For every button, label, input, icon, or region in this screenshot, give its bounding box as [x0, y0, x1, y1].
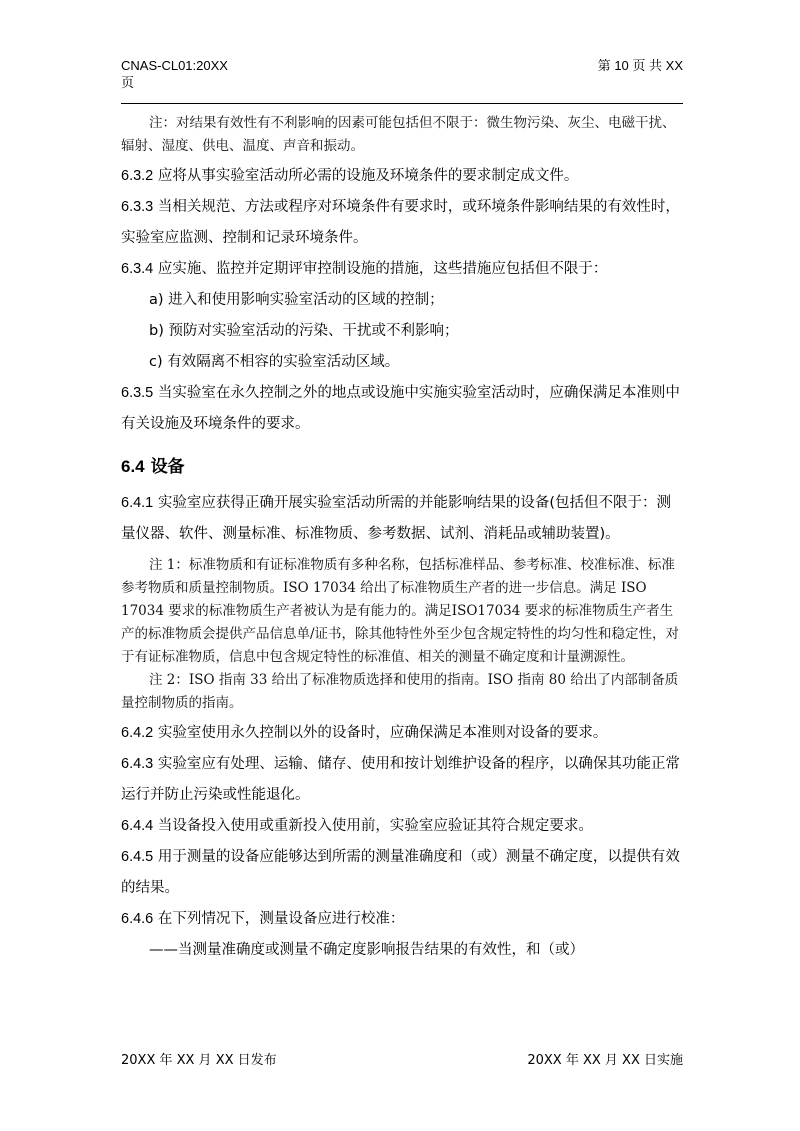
clause-text: 实验室使用永久控制以外的设备时，应确保满足本准则对设备的要求。: [157, 725, 608, 741]
note-environment: 注：对结果有效性有不利影响的因素可能包括但不限于：微生物污染、灰尘、电磁干扰、辐射、湿度、供电、温度、声音和振动。: [121, 115, 676, 154]
clause-6-3-2: [121, 161, 683, 192]
document-body: [121, 112, 683, 966]
page-mid: 页 共: [632, 58, 663, 73]
clause-6-4-1: [121, 488, 683, 550]
clause-number: 6.4.5: [121, 849, 154, 865]
issue-date: 20XX 年 XX 月 XX 日发布: [121, 1053, 277, 1068]
clause-number: 6.4.1: [121, 495, 154, 511]
page-number: [598, 57, 683, 74]
list-item-a: a) 进入和使用影响实验室活动的区域的控制；: [149, 292, 444, 308]
clause-text: 当实验室在永久控制之外的地点或设施中实施实验室活动时，应确保满足本准则中有关设施及环境条件的要求。: [121, 385, 680, 432]
clause-text: 应实施、监控并定期评审控制设施的措施，这些措施应包括但不限于：: [157, 261, 608, 277]
page-prefix: 第: [597, 58, 611, 73]
clause-6-4-5: [121, 842, 683, 904]
doc-code: CNAS-CL01:20XX: [121, 58, 228, 73]
page-num: 10: [614, 58, 629, 73]
clause-number: 6.3.3: [121, 199, 154, 215]
clause-6-3-3: [121, 192, 683, 254]
note-1: 注 1：标准物质和有证标准物质有多种名称，包括标准样品、参考标准、校准标准、标准参考物质和质量控制物质。ISO 17034 给出了标准物质生产者的进一步信息。满足 ISO 17034 要求的标准物质生产者被认为是有能力的。满足ISO17034 要求的标准物质生产者生产的标准物质会提供产品信息单/证书，除其他特性外至少包含规定特性的均匀性和稳定性，对于有证标准物质，信息中包含规定特性的标准值、相关的测量不确定度和计量溯源性。: [121, 557, 680, 665]
clause-text: 实验室应获得正确开展实验室活动所需的并能影响结果的设备(包括但不限于：测量仪器、软件、测量标准、标准物质、参考数据、试剂、消耗品或辅助装置)。: [121, 495, 672, 542]
header-left: [121, 57, 271, 91]
header-divider: [121, 103, 683, 104]
clause-number: 6.3.2: [121, 168, 154, 184]
clause-number: 6.4.4: [121, 818, 154, 834]
dash-item-1: ——当测量准确度或测量不确定度影响报告结果的有效性，和（或）: [149, 942, 584, 958]
clause-6-4-2: [121, 718, 683, 749]
clause-number: 6.3.4: [121, 261, 154, 277]
section-heading-6-4: [121, 454, 683, 480]
clause-6-4-3: [121, 749, 683, 811]
clause-6-4-4: [121, 811, 683, 842]
clause-text: 当相关规范、方法或程序对环境条件有要求时，或环境条件影响结果的有效性时，实验室应监测、控制和记录环境条件。: [121, 199, 680, 246]
clause-text: 实验室应有处理、运输、储存、使用和按计划维护设备的程序，以确保其功能正常运行并防止污染或性能退化。: [121, 756, 680, 803]
clause-number: 6.3.5: [121, 385, 154, 401]
section-number: 6.4: [121, 457, 145, 476]
clause-6-3-5: [121, 378, 683, 440]
list-item-c: c) 有效隔离不相容的实验室活动区域。: [149, 354, 400, 370]
section-title: 设备: [150, 457, 185, 477]
note-2: 注 2：ISO 指南 33 给出了标准物质选择和使用的指南。ISO 指南 80 给出了内部制备质量控制物质的指南。: [121, 672, 679, 711]
page-suffix-wrapped: 页: [121, 75, 135, 90]
clause-text: 当设备投入使用或重新投入使用前，实验室应验证其符合规定要求。: [157, 818, 593, 834]
clause-number: 6.4.3: [121, 756, 154, 772]
clause-text: 在下列情况下，测量设备应进行校准：: [157, 911, 405, 927]
page-total: XX: [665, 58, 683, 73]
clause-text: 用于测量的设备应能够达到所需的测量准确度和（或）测量不确定度，以提供有效的结果。: [121, 849, 680, 896]
clause-6-3-4: [121, 254, 683, 285]
implement-date: 20XX 年 XX 月 XX 日实施: [527, 1053, 683, 1068]
clause-number: 6.4.6: [121, 911, 154, 927]
list-item-b: b) 预防对实验室活动的污染、干扰或不利影响；: [149, 323, 459, 339]
clause-number: 6.4.2: [121, 725, 154, 741]
clause-6-4-6: [121, 904, 683, 935]
clause-text: 应将从事实验室活动所必需的设施及环境条件的要求制定成文件。: [157, 168, 579, 184]
